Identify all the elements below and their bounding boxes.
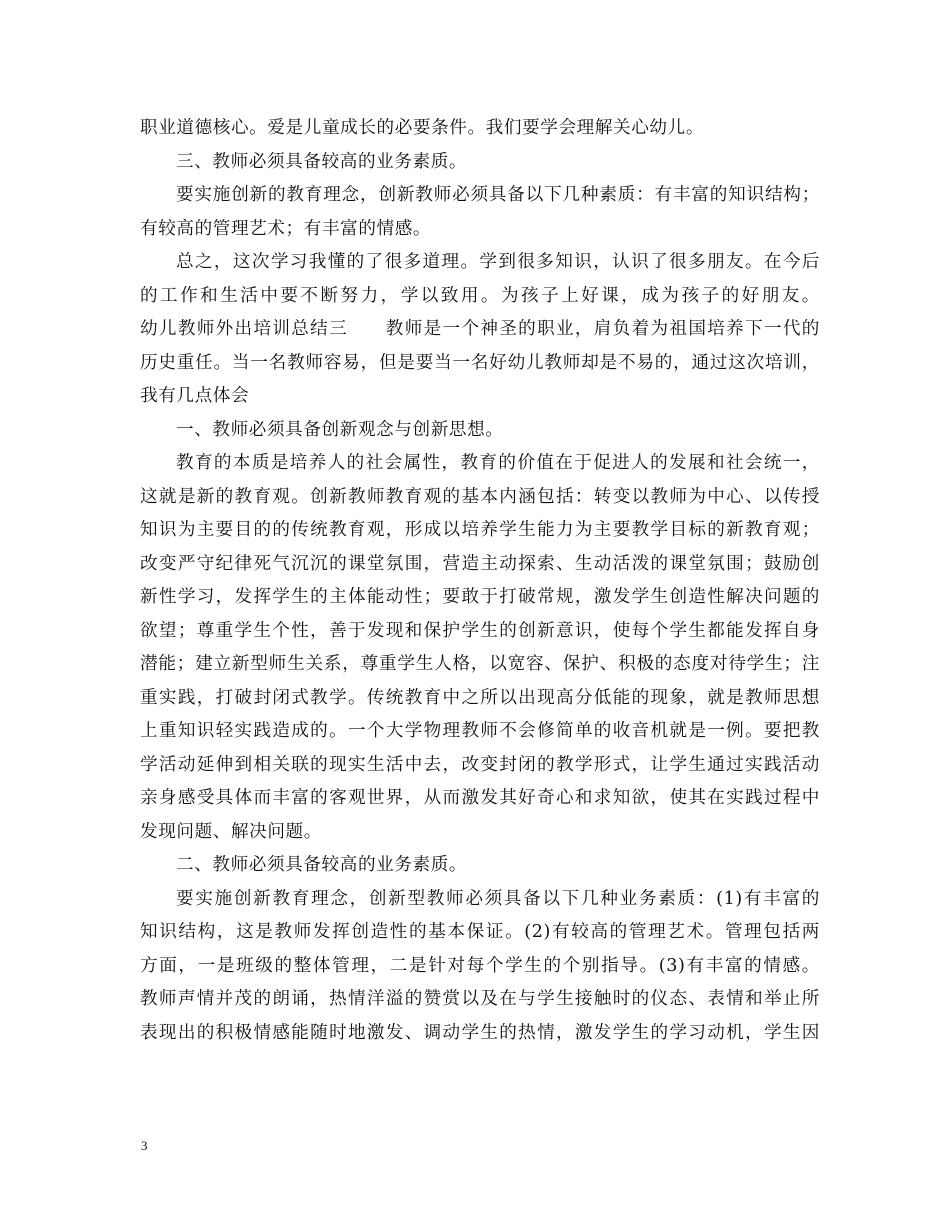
text-line: 职业道德核心。爱是儿童成长的必要条件。我们要学会理解关心幼儿。 bbox=[140, 118, 705, 138]
text-line: 上重知识轻实践造成的。一个大学物理教师不会修简单的收音机就是一例。要把教 bbox=[140, 721, 820, 741]
text-line: 新性学习，发挥学生的主体能动性；要敢于打破常规，激发学生创造性解决问题的 bbox=[140, 587, 820, 607]
section-heading: 二、教师必须具备较高的业务素质。 bbox=[176, 855, 468, 875]
text-line: 发现问题、解决问题。 bbox=[140, 821, 322, 842]
text-line: 亲身感受具体而丰富的客观世界，从而激发其好奇心和求知欲，使其在实践过程中 bbox=[140, 788, 820, 808]
text-line: 欲望；尊重学生个性，善于发现和保护学生的创新意识，使每个学生都能发挥自身 bbox=[140, 620, 820, 641]
text-line: 要实施创新教育理念，创新型教师必须具备以下几种业务素质：(1)有丰富的 bbox=[176, 888, 820, 909]
text-line: 表现出的积极情感能随时地激发、调动学生的热情，激发学生的学习动机，学生因 bbox=[140, 1022, 820, 1043]
body-text bbox=[140, 112, 820, 1050]
text-line: 历史重任。当一名教师容易，但是要当一名好幼儿教师却是不易的，通过这次培训， bbox=[140, 352, 820, 373]
text-line: 教师声情并茂的朗诵，热情洋溢的赞赏以及在与学生接触时的仪态、表情和举止所 bbox=[140, 989, 820, 1009]
text-line: 知识为主要目的的传统教育观，形成以培养学生能力为主要教学目标的新教育观； bbox=[140, 520, 820, 540]
text-line: 改变严守纪律死气沉沉的课堂氛围，营造主动探索、生动活泼的课堂氛围；鼓励创 bbox=[140, 553, 820, 574]
text-line: 我有几点体会 bbox=[140, 386, 250, 406]
text-line: 有较高的管理艺术；有丰富的情感。 bbox=[140, 218, 432, 239]
text-line: 知识结构，这是教师发挥创造性的基本保证。(2)有较高的管理艺术。管理包括两 bbox=[140, 922, 820, 942]
text-line: 潜能；建立新型师生关系，尊重学生人格，以宽容、保护、积极的态度对待学生；注 bbox=[140, 654, 820, 674]
text-line: 重实践，打破封闭式教学。传统教育中之所以出现高分低能的现象，就是教师思想 bbox=[140, 687, 820, 708]
text-line: 要实施创新的教育理念，创新教师必须具备以下几种素质：有丰富的知识结构； bbox=[176, 185, 820, 205]
text-line: 的工作和生活中要不断努力，学以致用。为孩子上好课，成为孩子的好朋友。 bbox=[140, 285, 820, 306]
text-line: 学活动延伸到相关联的现实生活中去，改变封闭的教学形式，让学生通过实践活动 bbox=[140, 754, 820, 775]
section-title: 幼儿教师外出培训总结三 教师是一个神圣的职业，肩负着为祖国培养下一代的 bbox=[140, 319, 820, 339]
section-heading: 三、教师必须具备较高的业务素质。 bbox=[176, 151, 468, 172]
text-line: 这就是新的教育观。创新教师教育观的基本内涵包括：转变以教师为中心、以传授 bbox=[140, 486, 820, 507]
section-heading: 一、教师必须具备创新观念与创新思想。 bbox=[176, 419, 504, 440]
text-line: 总之，这次学习我懂的了很多道理。学到很多知识，认识了很多朋友。在今后 bbox=[176, 252, 820, 272]
text-line: 教育的本质是培养人的社会属性，教育的价值在于促进人的发展和社会统一， bbox=[176, 453, 820, 473]
text-line: 方面，一是班级的整体管理，二是针对每个学生的个别指导。(3)有丰富的情感。 bbox=[140, 955, 820, 976]
page-number: 3 bbox=[141, 1138, 148, 1153]
